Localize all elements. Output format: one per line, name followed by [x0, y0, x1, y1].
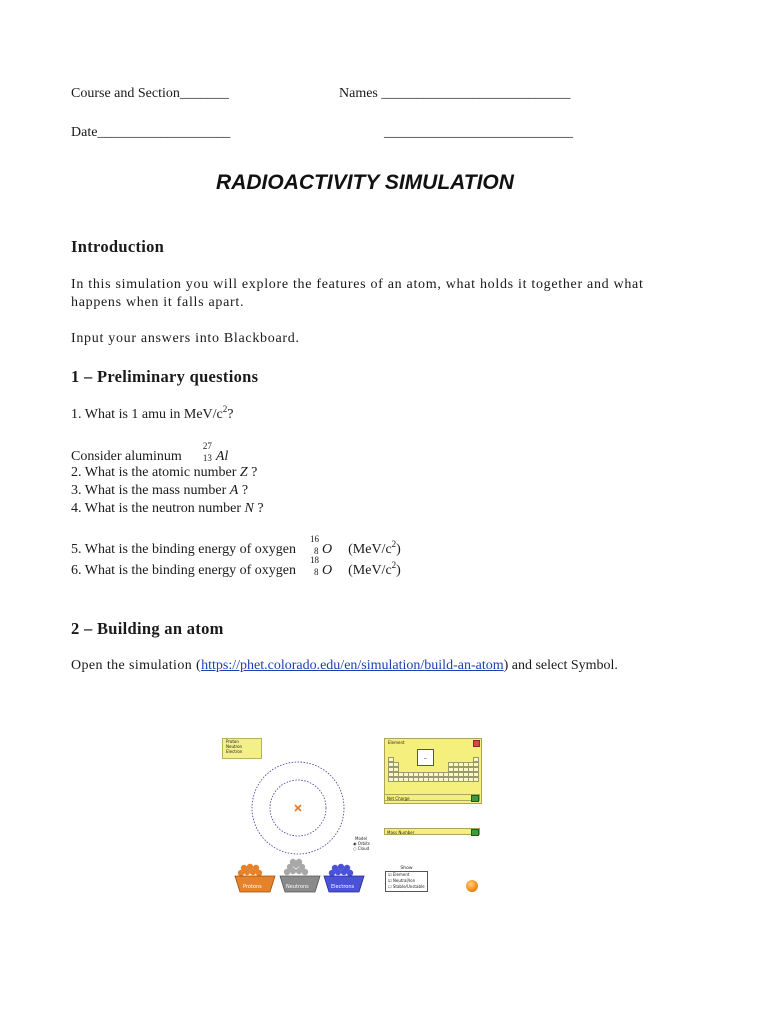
periodic-table-cell[interactable] — [473, 777, 479, 782]
show-neutral-ion-checkbox[interactable]: ☑ Neutral/Ion — [388, 878, 416, 883]
course-section-field: Course and Section_______ — [71, 86, 229, 101]
element-panel-label: Element — [388, 740, 405, 745]
aluminum-nuclide-notation: 27 13 — [202, 441, 212, 463]
question-6: 6. What is the binding energy of oxygen 18 8 O $(MeV/c^2)$ — [71, 555, 401, 578]
names-field-line2: ___________________________ — [384, 125, 573, 140]
legend-proton: Proton — [226, 739, 239, 744]
show-options-box — [385, 866, 428, 892]
section1-heading: 1 – Preliminary questions — [71, 367, 259, 386]
section2-instruction: Open the simulation (https://phet.colorado.edu/en/simulation/build-an-atom) and select Symbol. — [71, 658, 618, 673]
question-4: 4. What is the neutron number N ? — [71, 501, 264, 516]
intro-instruction: Input your answers into Blackboard. — [71, 331, 300, 346]
nucleus-x-icon — [295, 805, 301, 811]
intro-paragraph-line1: In this simulation you will explore the features of an atom, what holds it together and what — [71, 277, 644, 292]
oxygen18-nuclide-notation: 18 8 — [310, 555, 319, 577]
oxygen16-nuclide-notation: 16 8 — [310, 534, 319, 556]
date-field: Date___________________ — [71, 125, 231, 140]
protons-bucket-label: Protons — [243, 884, 262, 890]
net-charge-label: Net Charge — [387, 796, 410, 801]
legend-neutron: Neutron — [226, 744, 243, 749]
mass-number-label: Mass Number — [387, 830, 415, 835]
consider-aluminum: Consider aluminum 27 13 Al — [71, 441, 229, 464]
mass-number-bar — [384, 828, 480, 835]
particle-legend — [222, 738, 262, 759]
simulation-link[interactable]: https://phet.colorado.edu/en/simulation/build-an-atom — [201, 658, 504, 673]
question-2: 2. What is the atomic number Z ? — [71, 465, 258, 480]
model-label: Model — [355, 836, 368, 841]
question-1: 1. What is 1 amu in MeV/$c^2$? — [71, 404, 234, 422]
net-charge-bar — [384, 794, 480, 801]
neutrons-bucket-label: Neutrons — [286, 884, 309, 890]
reset-icon[interactable] — [466, 880, 478, 892]
introduction-heading: Introduction — [71, 237, 165, 256]
show-label: Show — [400, 866, 413, 871]
question-5: 5. What is the binding energy of oxygen 16 8 O $(MeV/c^2)$ — [71, 534, 401, 557]
element-symbol: – — [424, 755, 427, 762]
question-3: 3. What is the mass number A ? — [71, 483, 249, 498]
particle-buckets — [230, 858, 370, 898]
model-option-cloud[interactable]: ○ Cloud — [353, 846, 370, 851]
electrons-bucket-label: Electrons — [331, 884, 355, 890]
atom-orbit-diagram — [250, 760, 350, 860]
names-field: Names ___________________________ — [339, 86, 571, 101]
intro-paragraph-line2: happens when it falls apart. — [71, 295, 245, 310]
periodic-table-grid — [388, 757, 478, 783]
model-selector — [353, 836, 370, 851]
legend-electron: Electron — [226, 749, 243, 754]
model-option-orbits[interactable]: ◉ Orbits — [353, 841, 370, 846]
section2-heading: 2 – Building an atom — [71, 619, 224, 638]
net-charge-expand-button[interactable] — [471, 795, 479, 802]
mass-number-expand-button[interactable] — [471, 829, 479, 836]
page-title: RADIOACTIVITY SIMULATION — [216, 171, 514, 194]
element-panel-collapse-button[interactable] — [473, 740, 480, 747]
show-stable-unstable-checkbox[interactable]: ☐ Stable/Unstable — [388, 884, 425, 889]
show-element-checkbox[interactable]: ☑ Element — [388, 872, 410, 877]
